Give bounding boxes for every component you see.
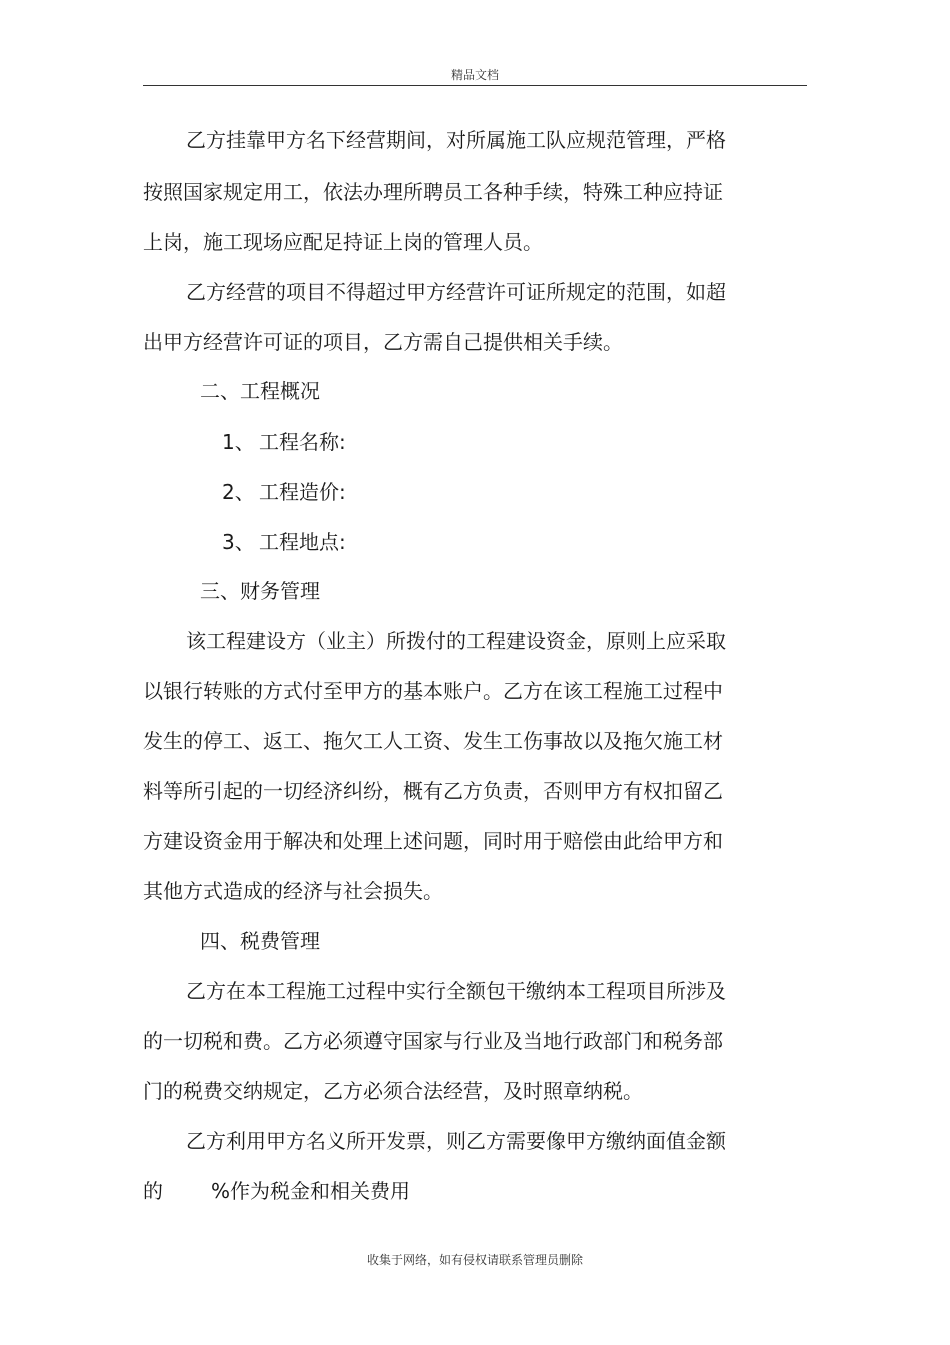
header-title: 精品文档 (450, 68, 499, 82)
list-item (222, 480, 346, 504)
header-divider (143, 85, 807, 86)
section-heading: 四、税费管理 (200, 929, 320, 953)
paragraph-line: 其他方式造成的经济与社会损失。 (143, 879, 443, 903)
paragraph-line: 乙方经营的项目不得超过甲方经营许可证所规定的范围，如超 (186, 280, 726, 304)
list-item-label: 工程地点: (259, 530, 346, 554)
paragraph-line: 方建设资金用于解决和处理上述问题，同时用于赔偿由此给甲方和 (143, 829, 723, 853)
list-item (222, 430, 346, 454)
list-item-label: 工程造价: (259, 480, 346, 504)
paragraph-line: 门的税费交纳规定，乙方必须合法经营，及时照章纳税。 (143, 1079, 643, 1103)
paragraph-line: 发生的停工、返工、拖欠工人工资、发生工伤事故以及拖欠施工材 (143, 729, 723, 753)
paragraph-fragment: 的 (143, 1179, 163, 1203)
list-item-label: 工程名称: (259, 430, 346, 454)
paragraph-line: 以银行转账的方式付至甲方的基本账户。乙方在该工程施工过程中 (143, 679, 723, 703)
paragraph-line: 出甲方经营许可证的项目，乙方需自己提供相关手续。 (143, 330, 623, 354)
paragraph-line: 的一切税和费。乙方必须遵守国家与行业及当地行政部门和税务部 (143, 1029, 723, 1053)
paragraph-line: 料等所引起的一切经济纠纷，概有乙方负责，否则甲方有权扣留乙 (143, 779, 723, 803)
list-item-number: 1、 (222, 430, 255, 454)
list-item (222, 530, 346, 554)
paragraph-line: 按照国家规定用工，依法办理所聘员工各种手续，特殊工种应持证 (143, 180, 723, 204)
footer-note: 收集于网络，如有侵权请联系管理员删除 (366, 1253, 583, 1267)
section-heading: 二、工程概况 (200, 379, 320, 403)
paragraph-fragment: %作为税金和相关费用 (211, 1179, 411, 1203)
paragraph-line: 乙方利用甲方名义所开发票，则乙方需要像甲方缴纳面值金额 (186, 1129, 726, 1153)
list-item-number: 3、 (222, 530, 255, 554)
list-item-number: 2、 (222, 480, 255, 504)
section-heading: 三、财务管理 (200, 579, 320, 603)
paragraph-line: 上岗，施工现场应配足持证上岗的管理人员。 (143, 230, 543, 254)
paragraph-line: 乙方挂靠甲方名下经营期间，对所属施工队应规范管理，严格 (186, 128, 726, 152)
paragraph-line: 乙方在本工程施工过程中实行全额包干缴纳本工程项目所涉及 (186, 979, 726, 1003)
paragraph-line: 该工程建设方（业主）所拨付的工程建设资金，原则上应采取 (186, 629, 726, 653)
paragraph-line (143, 1179, 410, 1203)
